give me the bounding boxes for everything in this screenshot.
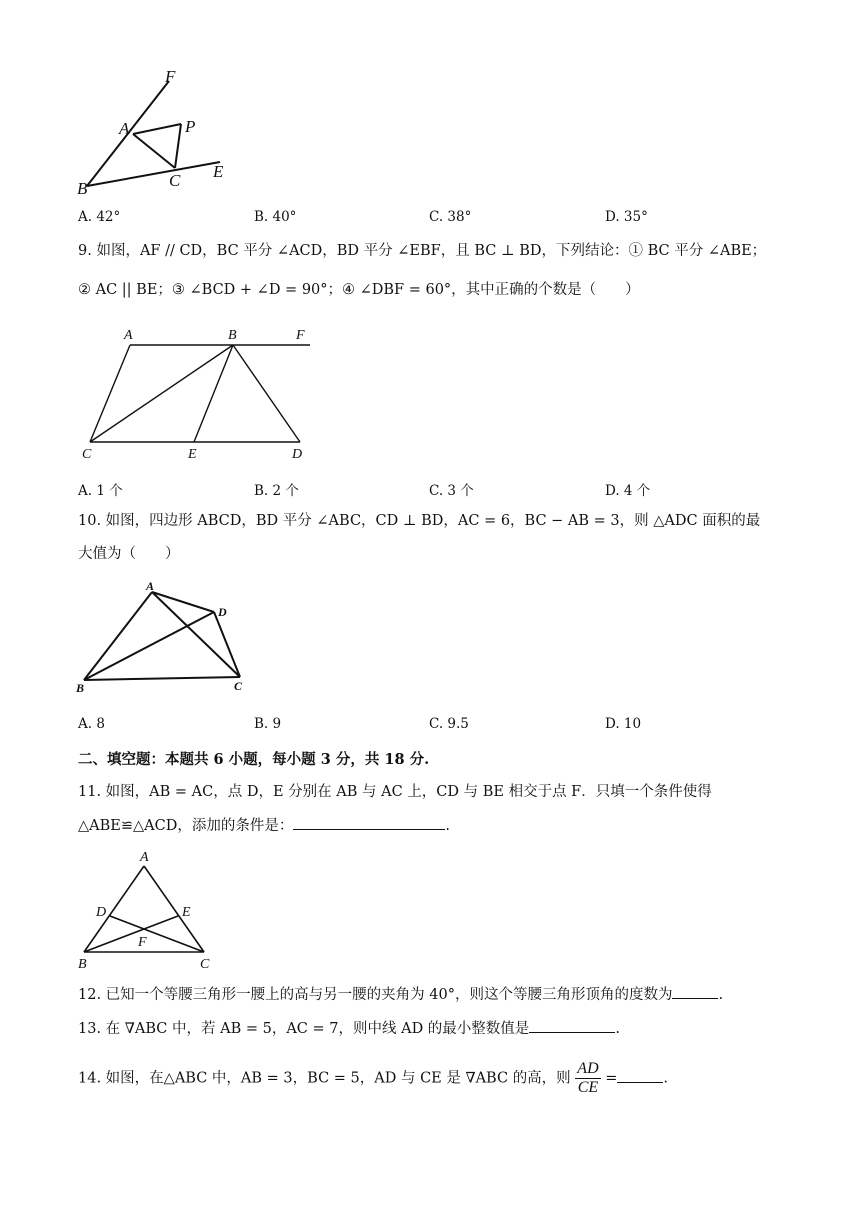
segment-dc: [214, 612, 240, 677]
label-b: B: [78, 957, 87, 972]
q10-option-b[interactable]: B. 9: [254, 716, 282, 732]
q8-option-b[interactable]: B. 40°: [254, 209, 297, 225]
label-d: D: [96, 905, 107, 920]
q11-figure: [74, 846, 224, 972]
q12-answer-blank[interactable]: [672, 984, 718, 999]
label-b: B: [76, 681, 85, 695]
segment-bd: [233, 345, 300, 442]
label-e: E: [188, 447, 197, 462]
label-e: E: [182, 905, 191, 920]
q10-stem-line1: 10. 如图，四边形 ABCD，BD 平分 ∠ABC，CD ⊥ BD，AC = 6，BC − AB = 3，则 △ADC 面积的最: [78, 513, 761, 529]
segment-ab: [84, 592, 152, 680]
q8-option-d[interactable]: D. 35°: [605, 209, 648, 225]
q13-period: .: [615, 1021, 620, 1037]
label-d: D: [292, 447, 303, 462]
q9-figure: [78, 324, 328, 464]
q9-stem-line2: ② AC || BE；③ ∠BCD + ∠D = 90°；④ ∠DBF = 60°，其中正确的个数是（ ）: [78, 282, 640, 298]
q14-answer-blank[interactable]: [617, 1068, 663, 1083]
q8-option-a[interactable]: A. 42°: [78, 209, 121, 225]
q13-text: 13. 在 ∇ABC 中，若 AB = 5，AC = 7，则中线 AD 的最小整数值是: [78, 1021, 530, 1037]
q14-text: 14. 如图，在△ABC 中，AB = 3，BC = 5，AD 与 CE 是 ∇ABC 的高，则: [78, 1070, 571, 1087]
label-a: A: [124, 328, 133, 343]
segment-dc: [110, 916, 204, 952]
segment-be: [194, 345, 233, 442]
q12-stem: [78, 984, 723, 1005]
label-a: A: [146, 580, 155, 593]
section-heading-fill-in: 二、填空题：本题共 6 小题，每小题 3 分，共 18 分.: [78, 751, 430, 768]
segment-bc: [90, 345, 233, 442]
label-p: P: [185, 117, 196, 136]
q10-stem-line2: 大值为（ ）: [78, 546, 180, 562]
segment-ac: [144, 866, 204, 952]
q13-answer-blank[interactable]: [529, 1018, 615, 1033]
q11-stem-line2-text: △ABE≌△ACD，添加的条件是：: [78, 818, 294, 834]
q11-stem-line1: 11. 如图，AB = AC，点 D，E 分别在 AB 与 AC 上，CD 与 BE 相交于点 F．只填一个条件使得: [78, 784, 712, 800]
q14-equals: =: [605, 1070, 618, 1087]
segment-bd: [84, 612, 214, 680]
q11-answer-blank[interactable]: [293, 815, 445, 830]
q14-frac-denominator: CE: [577, 1079, 599, 1096]
q10-option-d[interactable]: D. 10: [605, 716, 642, 732]
q10-option-a[interactable]: A. 8: [78, 716, 105, 732]
q9-option-b[interactable]: B. 2 个: [254, 483, 299, 499]
q11-stem-line2: [78, 815, 450, 836]
label-a: A: [119, 119, 130, 138]
q9-option-a[interactable]: A. 1 个: [78, 483, 123, 499]
q12-text: 12. 已知一个等腰三角形一腰上的高与另一腰的夹角为 40°，则这个等腰三角形顶角的度数为: [78, 987, 673, 1003]
label-b: B: [77, 179, 88, 196]
q9-stem-line1: 9. 如图，AF // CD，BC 平分 ∠ACD，BD 平分 ∠EBF，且 BC ⊥ BD，下列结论：① BC 平分 ∠ABE；: [78, 243, 767, 259]
segment-ap: [133, 124, 181, 134]
ray-be: [87, 162, 220, 186]
q9-option-c[interactable]: C. 3 个: [429, 483, 474, 499]
label-e: E: [213, 162, 224, 181]
segment-ac: [90, 345, 130, 442]
q14-period: .: [663, 1070, 668, 1087]
q9-option-d[interactable]: D. 4 个: [605, 483, 651, 499]
segment-ac: [152, 592, 240, 677]
q12-period: .: [718, 987, 724, 1003]
segment-pc: [175, 124, 181, 168]
label-b: B: [228, 328, 237, 343]
label-c: C: [169, 171, 181, 190]
q10-option-c[interactable]: C. 9.5: [429, 716, 469, 732]
q10-figure: [74, 580, 254, 696]
label-f: F: [138, 935, 147, 950]
segment-eb: [84, 916, 178, 952]
segment-ac: [133, 134, 175, 168]
label-c: C: [234, 679, 243, 693]
q14-fraction: [575, 1060, 600, 1097]
q8-figure: [75, 66, 235, 196]
q13-stem: [78, 1018, 620, 1039]
label-c: C: [82, 447, 92, 462]
segment-bc: [84, 677, 240, 680]
label-f: F: [296, 328, 305, 343]
label-c: C: [200, 957, 210, 972]
q11-period: .: [445, 818, 450, 834]
label-f: F: [165, 67, 176, 86]
label-d: D: [218, 605, 227, 619]
q14-stem: [78, 1060, 668, 1097]
label-a: A: [140, 850, 149, 865]
segment-ab: [84, 866, 144, 952]
q14-frac-numerator: AD: [577, 1060, 599, 1077]
q8-option-c[interactable]: C. 38°: [429, 209, 472, 225]
